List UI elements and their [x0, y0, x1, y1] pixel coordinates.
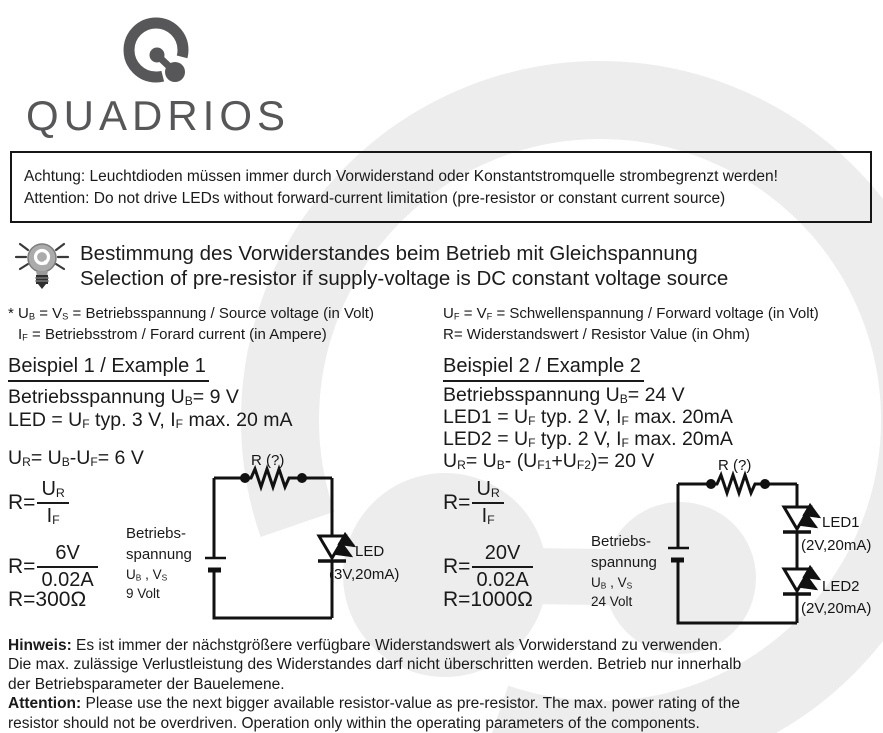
legend-right — [443, 303, 819, 345]
led-spec: (3V,20mA) — [329, 566, 400, 583]
circuit-diagram-1 — [205, 448, 445, 628]
example2-battery-label — [591, 531, 657, 611]
fraction — [37, 478, 68, 528]
warning-line-en: Attention: Do not drive LEDs without forward-current limitation (pre-resistor or constant current source) — [24, 190, 726, 207]
formula-lhs: R= — [443, 555, 471, 578]
intro-title-de: Bestimmung des Vorwiderstandes beim Betrieb mit Gleichspannung — [80, 242, 698, 265]
fraction-denominator: $I_F$ — [481, 505, 495, 528]
led2-symbol — [783, 569, 819, 594]
example2-line4: $U_R= U_B-$ $(U_{F1}+U_{F2})= 20$ V — [443, 450, 655, 473]
fraction-denominator: 0.02A — [476, 569, 529, 591]
top-wire-resistor — [214, 469, 332, 487]
example1-line2: LED = $U_F$ typ. 3 V, $I_F$ max. 20 mA — [8, 409, 293, 432]
example2-formula-numeric — [443, 542, 533, 592]
fraction — [472, 542, 532, 592]
example2-title: Beispiel 2 / Example 2 — [443, 355, 644, 382]
note-line-4 — [8, 694, 741, 713]
intro-title-en: Selection of pre-resistor if supply-voltage is DC constant voltage source — [80, 267, 729, 290]
example1-formula-numeric — [8, 542, 98, 592]
footer-notes — [8, 636, 741, 733]
led2-spec: (2V,20mA) — [801, 600, 872, 617]
note-line-2: Die max. zulässige Verlustleistung des Widerstandes darf nicht überschritten werden. Betrieb nur innerhalb — [8, 656, 742, 674]
example2-line1: Betriebsspannung $U_B= 24$ V — [443, 384, 685, 407]
warning-box — [10, 151, 872, 223]
example2-circuit — [666, 452, 883, 634]
node-dot — [240, 473, 250, 483]
example1-line3: $U_R= U_B-U_F= 6$ V — [8, 447, 144, 470]
note-text: Please use the next bigger available resistor-value as pre-resistor. The max. power rating of the — [81, 695, 740, 713]
fraction-numerator: 6V — [37, 542, 97, 568]
fraction-denominator: 0.02A — [41, 569, 94, 591]
led1-symbol — [783, 507, 819, 532]
battery-label-line: 9 Volt — [126, 586, 160, 601]
battery-label-line: $U_B$ , $V_S$ — [591, 575, 633, 591]
led-symbol — [318, 536, 354, 561]
led-label: LED — [355, 543, 385, 560]
warning-line-de: Achtung: Leuchtdioden müssen immer durch Vorwiderstand oder Konstantstromquelle strombegrenzt werden! — [24, 168, 778, 185]
formula-lhs: R= — [443, 491, 471, 514]
fraction-numerator: $U_R$ — [37, 478, 68, 504]
example2-formula-symbolic — [443, 478, 504, 528]
battery-label-line: spannung — [591, 554, 657, 571]
example1-formula-symbolic — [8, 478, 69, 528]
note-line-3: der Betriebsparameter der Bauelemene. — [8, 675, 285, 693]
bottom-wire — [678, 560, 797, 623]
example2-result: R=1000Ω — [443, 588, 533, 611]
intro-heading — [80, 241, 728, 291]
battery-label-line: $U_B$ , $V_S$ — [126, 567, 168, 583]
battery-label-line: 24 Volt — [591, 594, 633, 609]
battery-symbol — [668, 548, 689, 560]
formula-lhs: R= — [8, 491, 36, 514]
led2-label: LED2 — [822, 578, 860, 595]
example2-line3: $LED2 = U_F$ typ. 2 V, $I_F$ max. 20mA — [443, 428, 733, 451]
legend-right-line1: $U_F = V_F$ = Schwellenspannung / Forward voltage (in Volt) — [443, 305, 819, 322]
example1-result: R=300Ω — [8, 588, 87, 611]
note-line-1 — [8, 636, 741, 655]
battery-label-line: Betriebs- — [126, 525, 187, 542]
node-dot — [706, 479, 716, 489]
formula-lhs: R= — [8, 555, 36, 578]
battery-symbol — [205, 558, 226, 570]
lightbulb-icon — [10, 238, 74, 296]
legend-left — [8, 303, 374, 345]
led1-spec: (2V,20mA) — [801, 537, 872, 554]
fraction-numerator: 20V — [472, 542, 532, 568]
legend-right-line2: R= Widerstandswert / Resistor Value (in Ohm) — [443, 326, 750, 343]
legend-left-line1: * $U_B = V_S$ = Betriebsspannung / Source voltage (in Volt) — [8, 305, 374, 322]
example1-title: Beispiel 1 / Example 1 — [8, 355, 209, 382]
brand-logo-icon — [116, 12, 200, 96]
bottom-wire — [214, 570, 332, 618]
fraction — [472, 478, 503, 528]
battery-label-line: spannung — [126, 546, 192, 563]
top-wire-resistor — [678, 475, 797, 493]
legend-left-line2: $I_F$ = Betriebsstrom / Forard current (in Ampere) — [18, 326, 327, 343]
battery-label-line: Betriebs- — [591, 533, 652, 550]
resistor-label: R (?) — [718, 457, 752, 474]
led1-label: LED1 — [822, 514, 860, 531]
example2-line2: $LED1 = U_F$ typ. 2 V, $I_F$ max. 20mA — [443, 406, 733, 429]
node-dot — [297, 473, 307, 483]
fraction-denominator: $I_F$ — [46, 505, 60, 528]
node-dot — [760, 479, 770, 489]
example1-battery-label — [126, 523, 192, 603]
brand-wordmark: QUADRIOS — [26, 92, 291, 139]
fraction — [37, 542, 97, 592]
note-line-5: resistor should not be overdriven. Operation only within the operating parameters of the components. — [8, 714, 700, 732]
note-attention-bold: Attention: — [8, 695, 82, 713]
example1-circuit — [205, 448, 445, 628]
fraction-numerator: $U_R$ — [472, 478, 503, 504]
example1-line1: Betriebsspannung $U_B= 9$ V — [8, 386, 239, 409]
note-text: Es ist immer der nächstgrößere verfügbare Widerstandswert als Vorwiderstand zu verwenden. — [71, 637, 723, 654]
note-hinweis-bold: Hinweis: — [8, 637, 72, 654]
resistor-label: R (?) — [251, 452, 285, 469]
